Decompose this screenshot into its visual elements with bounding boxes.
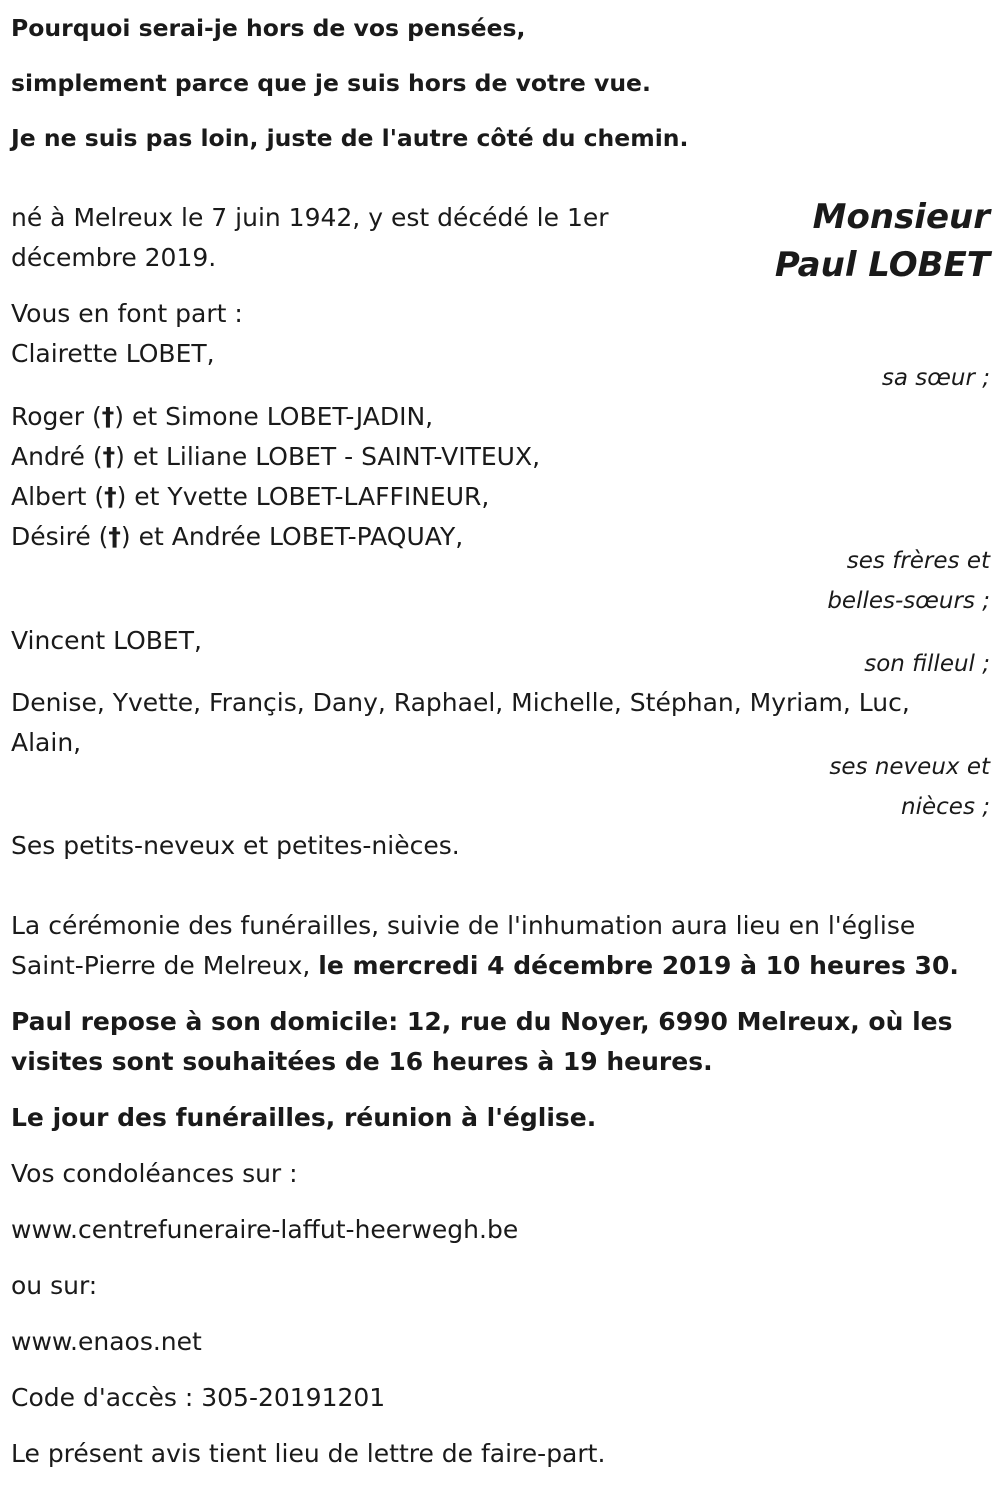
rest-line-2: visites sont souhaitées de 16 heures à 19 heures.	[11, 1047, 713, 1076]
condolences-site-2[interactable]: www.enaos.net	[11, 1327, 202, 1356]
ceremony-line-1: La cérémonie des funérailles, suivie de l'inhumation aura lieu en l'église	[11, 911, 916, 940]
closing-line: Le présent avis tient lieu de lettre de faire-part.	[11, 1439, 606, 1468]
brother-first: Désiré (	[11, 522, 109, 551]
cross-icon: †	[102, 442, 116, 471]
brother-rest: ) et Liliane LOBET - SAINT-VITEUX,	[115, 442, 541, 471]
cross-icon: †	[108, 522, 121, 551]
nephews-relation-2: nièces ;	[901, 794, 990, 820]
ceremony-place: Saint-Pierre de Melreux,	[11, 951, 319, 980]
poem-line-1: Pourquoi serai-je hors de vos pensées,	[11, 14, 526, 42]
rest-line-1: Paul repose à son domicile: 12, rue du Noyer, 6990 Melreux, où les	[11, 1007, 953, 1036]
cross-icon: †	[104, 482, 117, 511]
brother-rest: ) et Andrée LOBET-PAQUAY,	[120, 522, 464, 551]
family-intro: Vous en font part :	[11, 299, 243, 328]
brother-rest: ) et Simone LOBET-JADIN,	[114, 402, 434, 431]
condolences-intro: Vos condoléances sur :	[11, 1159, 298, 1188]
poem-line-3: Je ne suis pas loin, juste de l'autre côté du chemin.	[11, 124, 689, 152]
access-code: Code d'accès : 305-20191201	[11, 1383, 386, 1412]
godson-relation: son filleul ;	[864, 651, 990, 677]
brother-first: Roger (	[11, 402, 102, 431]
nephews-line-2: Alain,	[11, 728, 82, 757]
birth-line-2: décembre 2019.	[11, 243, 217, 272]
sister-relation: sa sœur ;	[881, 365, 990, 391]
grandnephews: Ses petits-neveux et petites-nièces.	[11, 831, 460, 860]
brothers-relation-2: belles-sœurs ;	[827, 588, 990, 614]
brother-first: Albert (	[11, 482, 105, 511]
nephews-line-1: Denise, Yvette, Françis, Dany, Raphael, Michelle, Stéphan, Myriam, Luc,	[11, 688, 910, 717]
godson-name: Vincent LOBET,	[11, 626, 202, 655]
brother-line-2	[11, 437, 540, 477]
cross-icon: †	[101, 402, 115, 431]
sister-name: Clairette LOBET,	[11, 339, 215, 368]
ceremony-line-2	[11, 946, 959, 986]
nephews-relation-1: ses neveux et	[829, 754, 990, 780]
brother-line-4	[11, 517, 463, 557]
brother-line-1	[11, 397, 433, 437]
birth-line-1: né à Melreux le 7 juin 1942, y est décédé le 1er	[11, 203, 609, 232]
meeting-line: Le jour des funérailles, réunion à l'église.	[11, 1103, 597, 1132]
brother-rest: ) et Yvette LOBET-LAFFINEUR,	[116, 482, 490, 511]
poem-line-2: simplement parce que je suis hors de votre vue.	[11, 69, 651, 97]
condolences-site-1[interactable]: www.centrefuneraire-laffut-heerwegh.be	[11, 1215, 519, 1244]
ceremony-date: le mercredi 4 décembre 2019 à 10 heures 30.	[318, 951, 959, 980]
brothers-relation-1: ses frères et	[846, 548, 990, 574]
condolences-or: ou sur:	[11, 1271, 98, 1300]
brother-first: André (	[11, 442, 103, 471]
brother-line-3	[11, 477, 489, 517]
deceased-name: Paul LOBET	[774, 245, 990, 285]
deceased-title: Monsieur	[812, 197, 990, 237]
